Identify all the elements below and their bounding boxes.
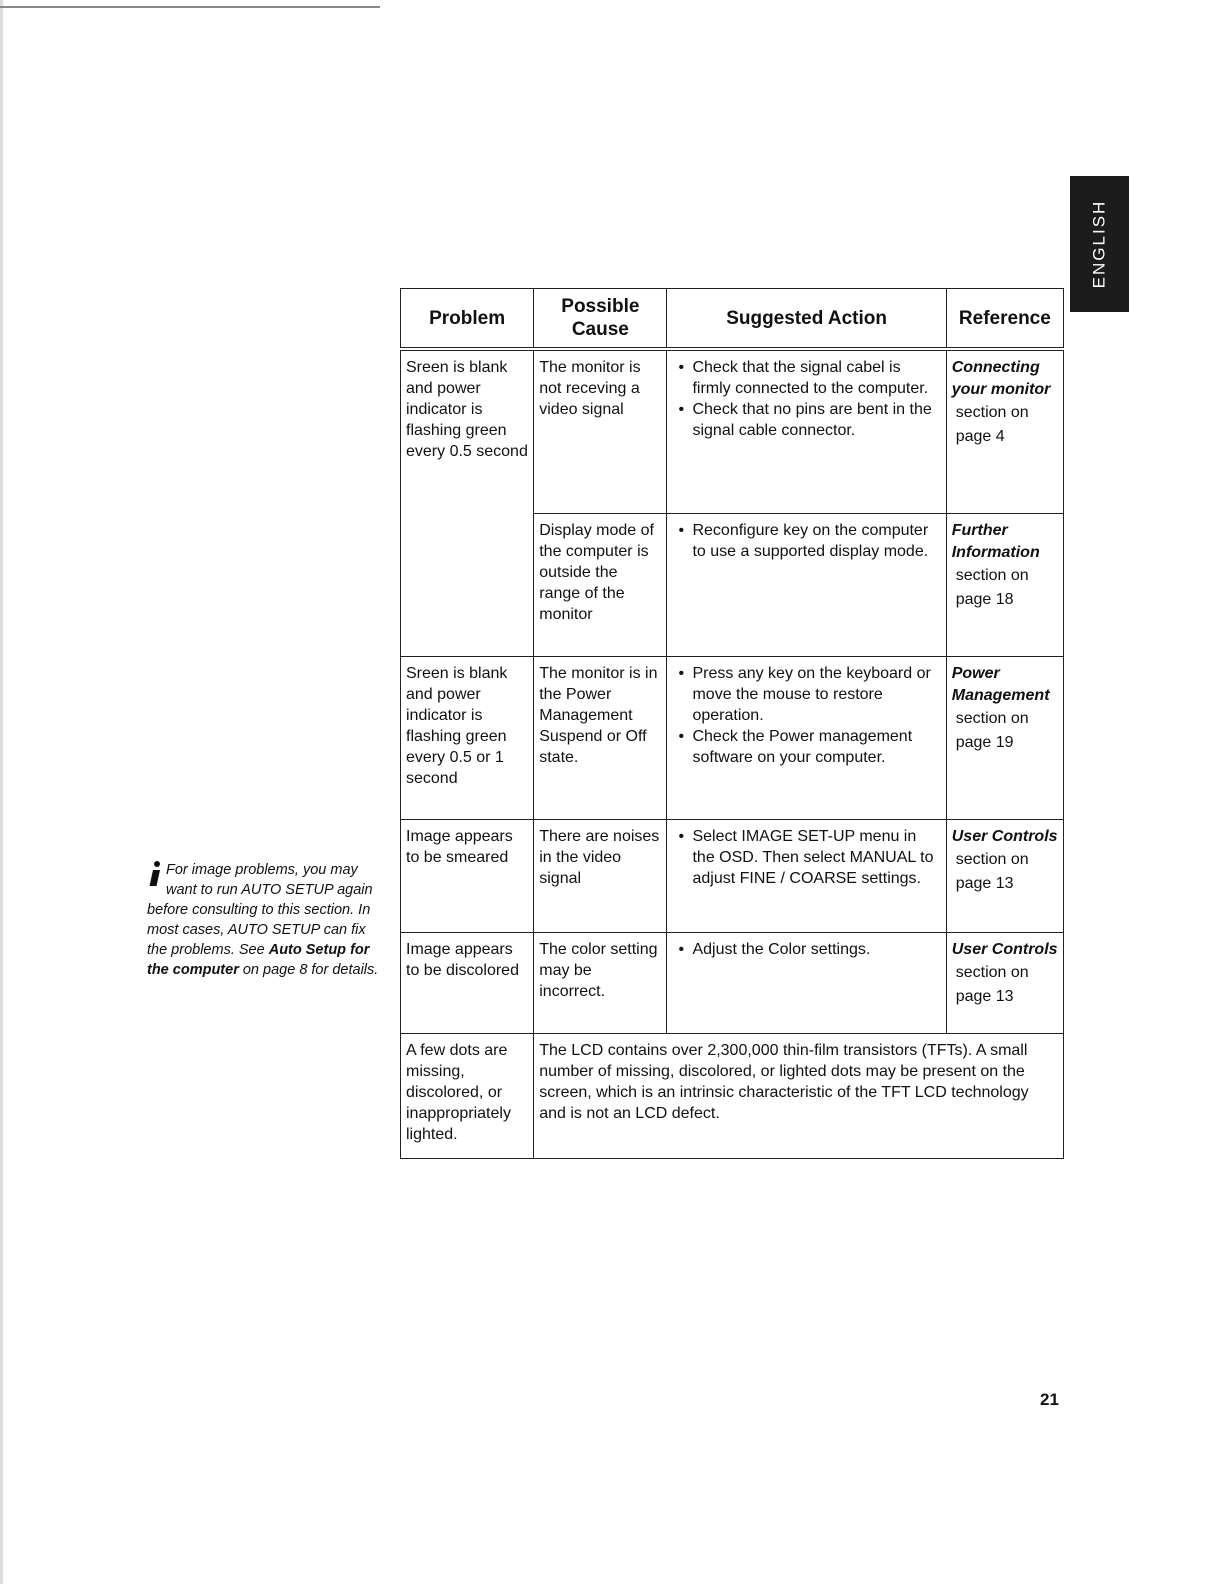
header-action: Suggested Action [667, 289, 946, 350]
reference-title: User Controls [951, 941, 1058, 958]
header-cause: Possible Cause [534, 289, 667, 350]
action-cell [667, 657, 946, 820]
cause-cell: There are noises in the video signal [534, 820, 667, 933]
action-cell [667, 820, 946, 933]
troubleshooting-table [400, 288, 1064, 1159]
side-note-text-end: on page 8 for details. [238, 962, 379, 978]
page-number: 21 [1040, 1390, 1059, 1409]
cause-cell: Display mode of the computer is outside the range of the monitor [534, 514, 667, 657]
action-cell [667, 514, 946, 657]
action-cell [667, 933, 946, 1034]
note-cell: The LCD contains over 2,300,000 thin-film transistors (TFTs). A small number of missing, discolored, or lighted dots may be present on the screen, which is an intrinsic characteristic of the TFT LCD technology and is not an LCD defect. [534, 1034, 1064, 1159]
table-header-row [401, 289, 1064, 350]
reference-cell [946, 933, 1063, 1034]
problem-cell: Sreen is blank and power indicator is flashing green every 0.5 second [401, 349, 534, 657]
side-note-link-text: Auto Setup for the computer [147, 942, 370, 978]
reference-title: Further Information [951, 522, 1040, 561]
action-item: • Check that the signal cabel is firmly connected to the computer. [672, 357, 940, 399]
page-edge [0, 0, 3, 1584]
top-rule [0, 6, 380, 8]
action-item: • Check the Power management software on your computer. [672, 726, 940, 768]
action-item: • Check that no pins are bent in the signal cable connector. [672, 399, 940, 441]
reference-cell [946, 657, 1063, 820]
action-item: • Adjust the Color settings. [672, 939, 940, 960]
problem-cell: Sreen is blank and power indicator is flashing green every 0.5 or 1 second [401, 657, 534, 820]
action-item: • Press any key on the keyboard or move the mouse to restore operation. [672, 663, 940, 726]
action-item: • Reconfigure key on the computer to use a supported display mode. [672, 520, 940, 562]
action-cell [667, 349, 946, 514]
table-row [401, 933, 1064, 1034]
reference-cell [946, 820, 1063, 933]
reference-page: section on page 18 [955, 567, 1029, 608]
table-row [401, 1034, 1064, 1159]
reference-title: Power Management [951, 665, 1050, 704]
side-note-text: For image problems, you may want to run AUTO SETUP again before consulting to this section. In most cases, AUTO SETUP can fix the problems. See [147, 862, 373, 958]
problem-cell: Image appears to be smeared [401, 820, 534, 933]
problem-cell: Image appears to be discolored [401, 933, 534, 1034]
side-note [147, 860, 387, 980]
reference-cell [946, 349, 1063, 514]
info-icon [147, 860, 163, 888]
reference-title: User Controls [951, 828, 1058, 845]
header-reference: Reference [946, 289, 1063, 350]
reference-page: section on page 19 [955, 710, 1029, 751]
reference-page: section on page 13 [955, 851, 1029, 892]
reference-cell [946, 514, 1063, 657]
table-row [401, 820, 1064, 933]
action-item: • Select IMAGE SET-UP menu in the OSD. Then select MANUAL to adjust FINE / COARSE settings. [672, 826, 940, 889]
table-row [401, 657, 1064, 820]
problem-cell: A few dots are missing, discolored, or inappropriately lighted. [401, 1034, 534, 1159]
header-problem: Problem [401, 289, 534, 350]
table-row [401, 349, 1064, 514]
reference-page: section on page 13 [955, 964, 1029, 1005]
reference-title: Connecting your monitor [951, 359, 1051, 398]
cause-cell: The monitor is in the Power Management Suspend or Off state. [534, 657, 667, 820]
language-tab [1070, 176, 1129, 312]
cause-cell: The color setting may be incorrect. [534, 933, 667, 1034]
cause-cell: The monitor is not receving a video signal [534, 349, 667, 514]
reference-page: section on page 4 [955, 404, 1029, 445]
language-tab-label: ENGLISH [1089, 199, 1109, 289]
